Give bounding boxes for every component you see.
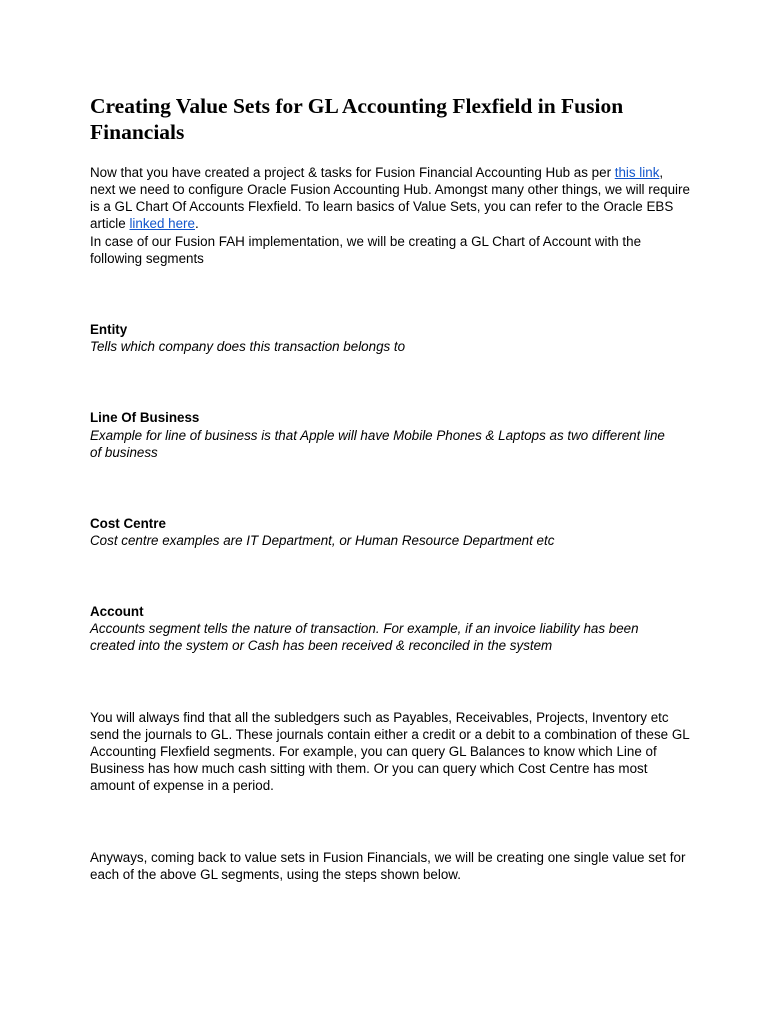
this-link[interactable]: this link (614, 165, 660, 180)
subledgers-paragraph: You will always find that all the subledgers such as Payables, Receivables, Projects, Inventory etc send the journals to GL. These journals contain either a credit or a debit to a combination of these GL Accounting Flexfield segments. For example, you can query GL Balances to know which Line of Business has how much cash sitting with them. Or you can query which Cost Centre has most amount of expense in a period. (90, 710, 690, 793)
segment-description-account: Accounts segment tells the nature of transaction. For example, if an invoice liability has been created into the system or Cash has been received & reconciled in the system (90, 621, 639, 653)
closing-paragraph: Anyways, coming back to value sets in Fusion Financials, we will be creating one single value set for each of the above GL segments, using the steps shown below. (90, 850, 686, 882)
intro-line-2: In case of our Fusion FAH implementation, we will be creating a GL Chart of Account with the following segments (90, 234, 642, 266)
segment-description-line-of-business: Example for line of business is that Apple will have Mobile Phones & Laptops as two different line of business (90, 428, 665, 460)
segment-name-cost-centre: Cost Centre (90, 516, 166, 531)
page-title: Creating Value Sets for GL Accounting Flexfield in Fusion Financials (90, 94, 624, 144)
intro-text-3: . (194, 216, 199, 231)
linked-here-link[interactable]: linked here (129, 216, 195, 231)
segment-name-line-of-business: Line Of Business (90, 410, 200, 425)
segment-description-cost-centre: Cost centre examples are IT Department, or Human Resource Department etc (90, 533, 555, 548)
segment-name-entity: Entity (90, 322, 128, 337)
intro-text-2: , next we need to configure Oracle Fusion Accounting Hub. Amongst many other things, we will require is a GL Chart Of Accounts Flexfield. To learn basics of Value Sets, you can refer to the Oracle EBS article (90, 165, 690, 231)
intro-paragraph (90, 164, 690, 232)
intro-text-1: Now that you have created a project & tasks for Fusion Financial Accounting Hub as per (90, 165, 615, 180)
segment-description-entity: Tells which company does this transaction belongs to (90, 339, 406, 354)
segment-name-account: Account (90, 604, 144, 619)
